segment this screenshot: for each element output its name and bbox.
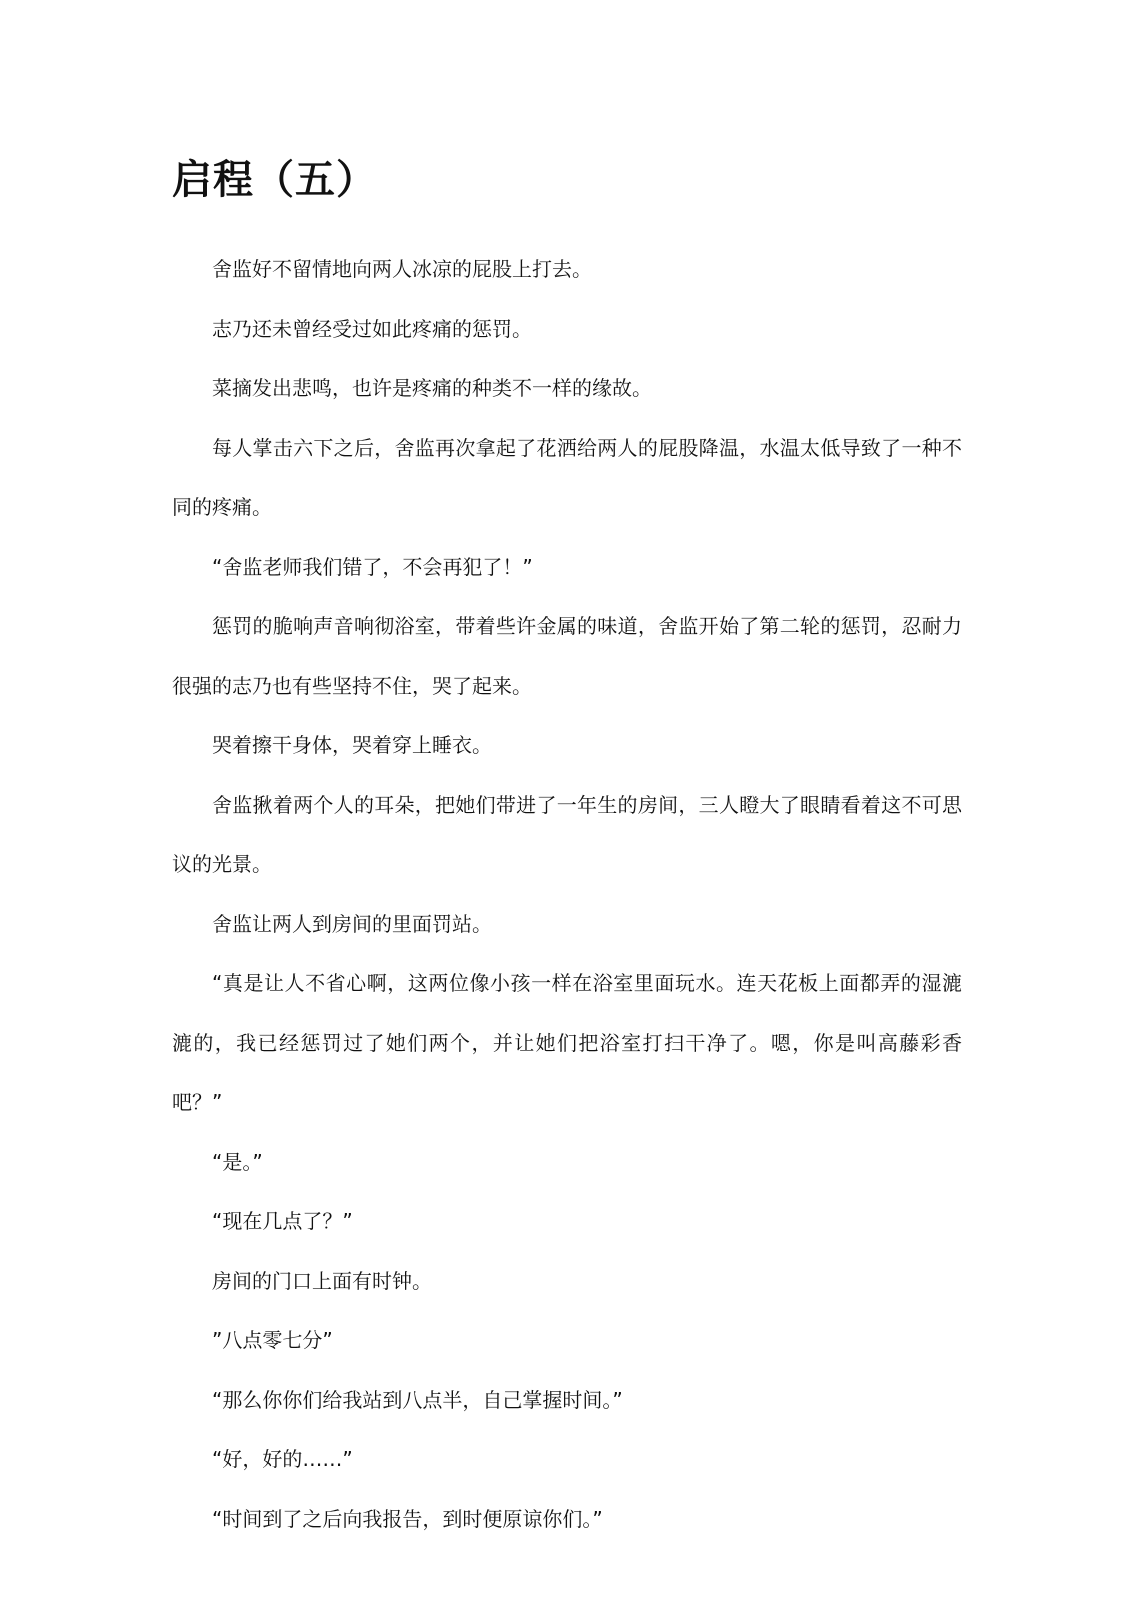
paragraph: 惩罚的脆响声音响彻浴室，带着些许金属的味道，舍监开始了第二轮的惩罚，忍耐力很强的志乃也有些坚持不住，哭了起来。 — [172, 614, 962, 698]
paragraph: “舍监老师我们错了，不会再犯了！” — [212, 554, 533, 579]
paragraph: 菜摘发出悲鸣，也许是疼痛的种类不一样的缘故。 — [212, 376, 652, 400]
paragraph: 志乃还未曾经受过如此疼痛的惩罚。 — [212, 316, 532, 341]
paragraph: “好，好的……” — [212, 1447, 353, 1471]
paragraph: 每人掌击六下之后，舍监再次拿起了花洒给两人的屁股降温，水温太低导致了一种不同的疼痛。 — [172, 435, 962, 519]
document-content — [172, 150, 962, 1549]
paragraph: 哭着擦干身体，哭着穿上睡衣。 — [212, 733, 492, 757]
paragraph: “真是让人不省心啊，这两位像小孩一样在浴室里面玩水。连天花板上面都弄的湿漉漉的，我已经惩罚过了她们两个，并让她们把浴室打扫干净了。嗯，你是叫高藤彩香吧？” — [172, 971, 962, 1114]
paragraph: 舍监让两人到房间的里面罚站。 — [212, 911, 492, 936]
paragraph: ”八点零七分” — [212, 1328, 333, 1352]
paragraph: “是。” — [212, 1149, 263, 1174]
chapter-title: 启程（五） — [172, 157, 377, 203]
paragraph: 舍监揪着两个人的耳朵，把她们带进了一年生的房间，三人瞪大了眼睛看着这不可思议的光景。 — [172, 792, 962, 876]
chapter-body — [172, 240, 962, 1549]
paragraph: “那么你你们给我站到八点半，自己掌握时间。” — [212, 1387, 623, 1412]
paragraph: “现在几点了？” — [212, 1209, 353, 1233]
paragraph: “时间到了之后向我报告，到时便原谅你们。” — [212, 1506, 603, 1531]
paragraph: 舍监好不留情地向两人冰凉的屁股上打去。 — [212, 257, 592, 281]
paragraph: 房间的门口上面有时钟。 — [212, 1268, 432, 1293]
